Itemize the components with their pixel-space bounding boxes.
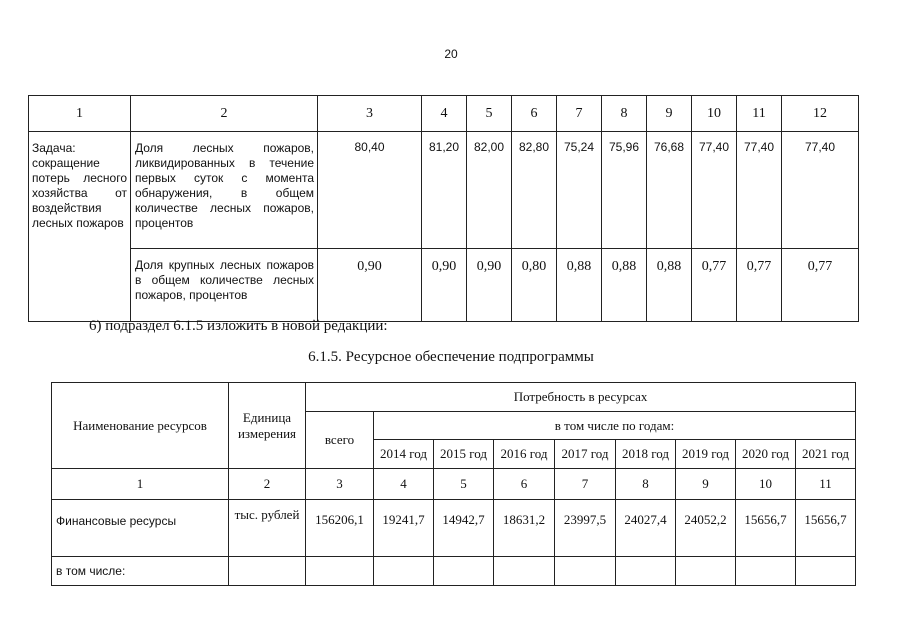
year-header: 2014 год (374, 440, 434, 469)
unit-cell (229, 557, 306, 586)
table1-header-cell: 4 (422, 96, 467, 132)
value-cell: 0,88 (602, 249, 647, 322)
total-cell: 156206,1 (306, 500, 374, 557)
index-cell: 11 (796, 469, 856, 500)
table1-header-cell: 6 (512, 96, 557, 132)
table2-row (52, 500, 856, 557)
year-value-cell: 18631,2 (494, 500, 555, 557)
index-cell: 7 (555, 469, 616, 500)
amendment-paragraph: 6) подраздел 6.1.5 изложить в новой редакции: (89, 318, 388, 334)
index-cell: 2 (229, 469, 306, 500)
value-cell: 0,77 (737, 249, 782, 322)
table1-header-cell: 10 (692, 96, 737, 132)
year-header: 2018 год (616, 440, 676, 469)
value-cell: 0,77 (692, 249, 737, 322)
indicator-cell: Доля лесных пожаров, ликвидированных в течение первых суток с момента обнаружения, в общем количестве лесных пожаров, процентов (131, 132, 318, 249)
year-value-cell: 23997,5 (555, 500, 616, 557)
index-cell: 9 (676, 469, 736, 500)
year-value-cell (374, 557, 434, 586)
year-value-cell (555, 557, 616, 586)
index-cell: 4 (374, 469, 434, 500)
page-number: 20 (444, 47, 458, 61)
table1-header-cell: 12 (782, 96, 859, 132)
table1-header-cell: 7 (557, 96, 602, 132)
year-header: 2015 год (434, 440, 494, 469)
year-value-cell (676, 557, 736, 586)
unit-header: Единица измерения (229, 383, 306, 469)
total-header: всего (306, 412, 374, 469)
section-heading: 6.1.5. Ресурсное обеспечение подпрограммы (308, 349, 594, 365)
resources-table (51, 382, 856, 586)
year-value-cell (616, 557, 676, 586)
value-cell: 0,77 (782, 249, 859, 322)
table1-header-cell: 1 (29, 96, 131, 132)
value-cell: 0,88 (557, 249, 602, 322)
table1-header-cell: 8 (602, 96, 647, 132)
value-cell: 0,88 (647, 249, 692, 322)
indicators-table (28, 95, 859, 322)
table1-header-row (29, 96, 859, 132)
index-cell: 8 (616, 469, 676, 500)
total-cell (306, 557, 374, 586)
value-cell: 77,40 (782, 132, 859, 249)
unit-cell: тыс. рублей (229, 500, 306, 557)
year-value-cell: 24052,2 (676, 500, 736, 557)
table2-header-row (52, 383, 856, 412)
table1-header-cell: 9 (647, 96, 692, 132)
year-header: 2017 год (555, 440, 616, 469)
index-cell: 5 (434, 469, 494, 500)
indicator-cell: Доля крупных лесных пожаров в общем количестве лесных пожаров, процентов (131, 249, 318, 322)
table1-row (29, 132, 859, 249)
year-value-cell: 15656,7 (796, 500, 856, 557)
index-cell: 6 (494, 469, 555, 500)
year-header: 2020 год (736, 440, 796, 469)
table1-row (29, 249, 859, 322)
index-cell: 10 (736, 469, 796, 500)
value-cell: 76,68 (647, 132, 692, 249)
value-cell: 0,90 (467, 249, 512, 322)
year-value-cell: 19241,7 (374, 500, 434, 557)
value-cell: 75,96 (602, 132, 647, 249)
year-value-cell: 14942,7 (434, 500, 494, 557)
table1-header-cell: 11 (737, 96, 782, 132)
year-value-cell: 15656,7 (736, 500, 796, 557)
table2-index-row (52, 469, 856, 500)
value-cell: 77,40 (692, 132, 737, 249)
value-cell: 81,20 (422, 132, 467, 249)
value-cell: 82,80 (512, 132, 557, 249)
index-cell: 3 (306, 469, 374, 500)
table1-header-cell: 5 (467, 96, 512, 132)
year-header: 2016 год (494, 440, 555, 469)
need-header: Потребность в ресурсах (306, 383, 856, 412)
task-cell: Задача: сокращение потерь лесного хозяйства от воздействия лесных пожаров (29, 132, 131, 322)
table2-row (52, 557, 856, 586)
table1-header-cell: 2 (131, 96, 318, 132)
year-value-cell (494, 557, 555, 586)
table1-header-cell: 3 (318, 96, 422, 132)
resource-name-cell: в том числе: (52, 557, 229, 586)
value-cell: 0,90 (318, 249, 422, 322)
value-cell: 80,40 (318, 132, 422, 249)
year-value-cell (796, 557, 856, 586)
resource-name-cell: Финансовые ресурсы (52, 500, 229, 557)
by-years-header: в том числе по годам: (374, 412, 856, 440)
value-cell: 0,90 (422, 249, 467, 322)
index-cell: 1 (52, 469, 229, 500)
year-header: 2019 год (676, 440, 736, 469)
value-cell: 0,80 (512, 249, 557, 322)
year-value-cell (736, 557, 796, 586)
year-header: 2021 год (796, 440, 856, 469)
value-cell: 77,40 (737, 132, 782, 249)
year-value-cell (434, 557, 494, 586)
value-cell: 82,00 (467, 132, 512, 249)
value-cell: 75,24 (557, 132, 602, 249)
resource-name-header: Наименование ресурсов (52, 383, 229, 469)
year-value-cell: 24027,4 (616, 500, 676, 557)
